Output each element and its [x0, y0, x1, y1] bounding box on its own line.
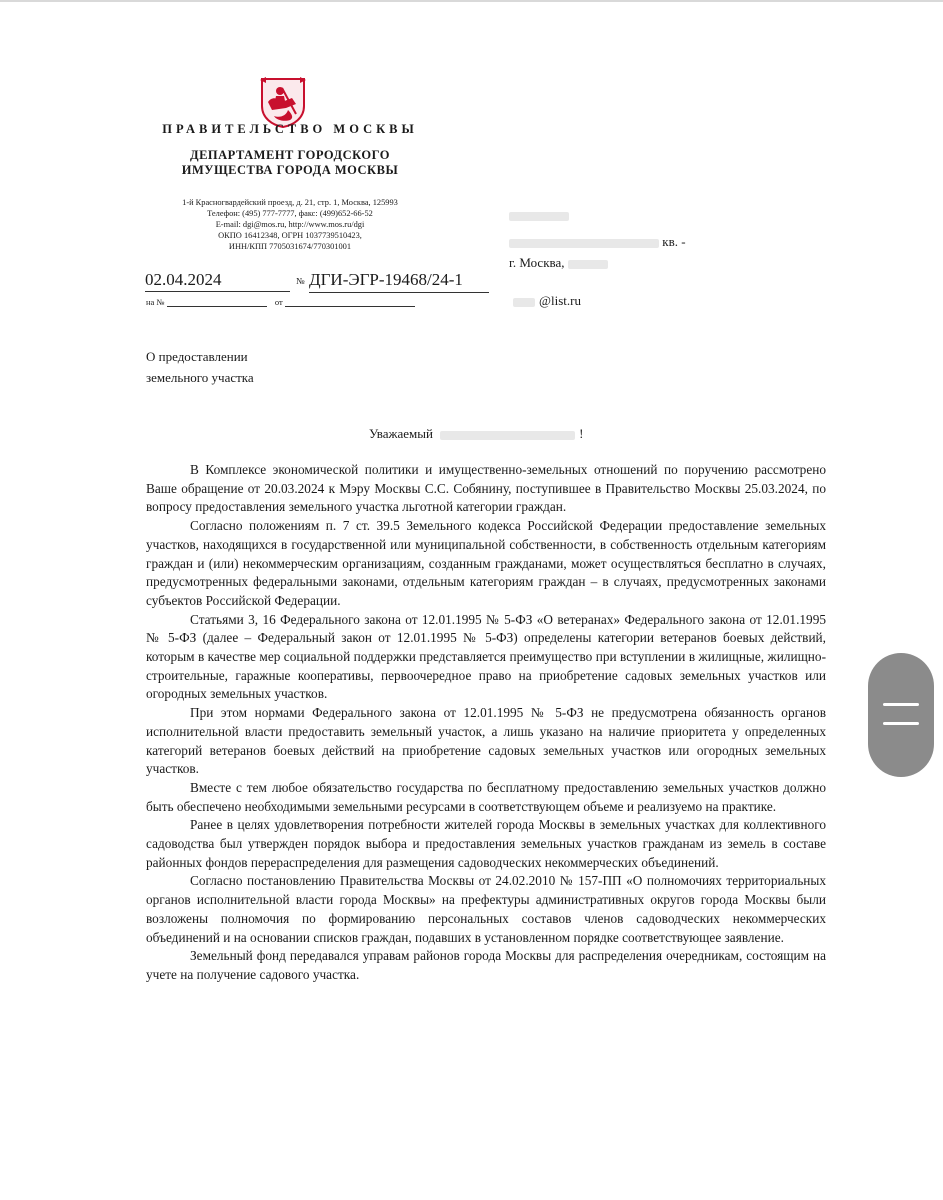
addressee-apartment: кв. -: [662, 234, 686, 249]
address-line: 1-й Красногвардейский проезд, д. 21, стр. 1, Москва, 125993: [182, 198, 398, 207]
body-paragraph: Земельный фонд передавался управам районов города Москвы для распределения очередникам, состоящим на учете на получение садового участка.: [146, 948, 826, 982]
body-paragraph: Статьями 3, 16 Федерального закона от 12.01.1995 № 5-ФЗ «О ветеранах» Федерального закона от 12.01.1995 № 5-ФЗ (далее – Федеральный закон от 12.01.1995 № 5-ФЗ) определены категории ветеранов боевых действий, которым в качестве мер социальной поддержки представляется преимущество при вступлении в жилищные, жилищно-строительные, гаражные кооперативы, первоочередное право на приобретение садовых земельных участков или огородных земельных участков.: [146, 611, 826, 702]
government-title: ПРАВИТЕЛЬСТВО МОСКВЫ: [162, 122, 418, 136]
reply-prefix: на №: [146, 297, 165, 307]
registration-number: ДГИ-ЭГР-19468/24-1: [309, 270, 463, 289]
subject-line-1: О предоставлении: [146, 349, 248, 364]
reply-date-blank: [285, 298, 415, 307]
department-line-1: ДЕПАРТАМЕНТ ГОРОДСКОГО: [189, 148, 391, 162]
drag-handle-icon: [883, 722, 919, 725]
reply-reference: [146, 297, 436, 307]
redaction-mark: [509, 212, 569, 221]
department-line-2: ИМУЩЕСТВА ГОРОДА МОСКВЫ: [181, 163, 399, 177]
department-title: [120, 148, 460, 178]
phone-line: Телефон: (495) 777-7777, факс: (499)652-66-52: [207, 209, 373, 218]
moscow-coat-of-arms-icon: [258, 76, 308, 128]
top-divider: [0, 0, 943, 2]
scroll-handle[interactable]: [868, 653, 934, 777]
salutation-end: !: [579, 426, 584, 441]
department-contacts: [110, 197, 470, 252]
email-line: E-mail: dgi@mos.ru, http://www.mos.ru/dgi: [215, 220, 365, 229]
registration-number-sign: №: [296, 276, 305, 286]
letter-subject: [146, 346, 254, 388]
registration-date: 02.04.2024: [145, 270, 290, 292]
addressee-name-redacted: [509, 207, 569, 223]
body-paragraph: Ранее в целях удовлетворения потребности жителей города Москвы в земельных участках для коллективного садоводства был утвержден порядок выбора и предоставления земельных участков гражданам из земель в составе районных фондов перераспределения для размещения садоводческих некоммерческих объединений.: [146, 817, 826, 870]
okpo-line: ОКПО 16412348, ОГРН 1037739510423,: [218, 231, 362, 240]
registration-underline: [309, 292, 489, 293]
addressee-street: [509, 234, 686, 250]
addressee-city-text: г. Москва,: [509, 255, 565, 270]
salutation: [369, 426, 584, 442]
inn-line: ИНН/КПП 7705031674/770301001: [228, 242, 352, 251]
reply-from: от: [274, 297, 283, 307]
body-paragraph: При этом нормами Федерального закона от 12.01.1995 № 5-ФЗ не предусмотрена обязанность органов исполнительной власти предоставить земельный участок, а лишь указано на наличие приоритета у определенных категорий ветеранов боевых действий на приобретение садовых земельных участков или огородных земельных участков.: [146, 705, 826, 777]
salutation-greeting: Уважаемый: [369, 426, 433, 441]
reply-number-blank: [167, 298, 267, 307]
addressee-email-domain: @list.ru: [539, 293, 581, 308]
addressee-email: [513, 293, 581, 309]
body-paragraph: Согласно постановлению Правительства Москвы от 24.02.2010 № 157-ПП «О полномочиях территориальных органов исполнительной власти города Москвы» на префектуры административных округов города Москвы были возложены полномочия по формированию персональных составов членов садоводческих некоммерческих объединений и на основании списков граждан, подавших в установленном порядке соответствующее заявление.: [146, 873, 826, 945]
addressee-city: [509, 255, 608, 271]
redaction-mark: [568, 260, 608, 269]
body-paragraph: Вместе с тем любое обязательство государства по бесплатному предоставлению земельных участков должно быть обеспечено необходимыми земельными ресурсами в соответствующем объеме и реализуемо на практике.: [146, 779, 826, 814]
body-paragraph: В Комплексе экономической политики и имущественно-земельных отношений по поручению рассмотрено Ваше обращение от 20.03.2024 к Мэру Москвы С.С. Собянину, поступившее в Правительство Москвы 25.03.2024, по вопросу предоставления земельного участка льготной категории граждан.: [146, 462, 826, 515]
letter-body: [146, 461, 826, 985]
redaction-mark: [440, 431, 575, 440]
redaction-mark: [509, 239, 659, 248]
subject-line-2: земельного участка: [146, 370, 254, 385]
redaction-mark: [513, 298, 535, 307]
body-paragraph: Согласно положениям п. 7 ст. 39.5 Земельного кодекса Российской Федерации предоставление земельных участков, находящихся в государственной или муниципальной собственности, в собственность отдельным категориям граждан и (или) некоммерческим организациям, созданным гражданами, может осуществляться бесплатно в случаях, предусмотренных федеральными законами, отдельным категориям граждан – в случаях, предусмотренных законами субъектов Российской Федерации.: [146, 518, 826, 608]
drag-handle-icon: [883, 703, 919, 706]
